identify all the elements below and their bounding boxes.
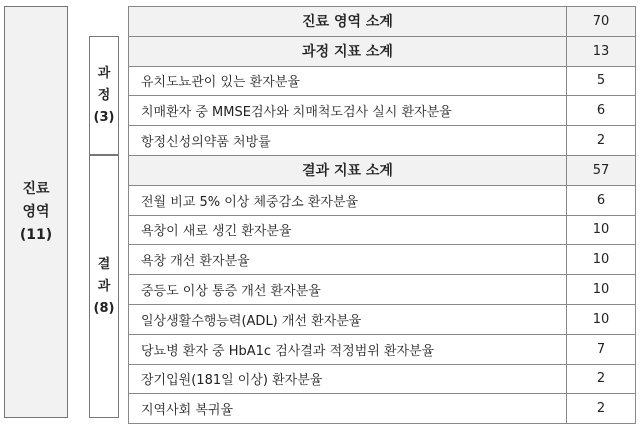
row-label: 중등도 이상 통증 개선 환자분율 <box>129 275 567 305</box>
table-row <box>129 364 636 394</box>
table-row <box>129 215 636 245</box>
table-row <box>129 304 636 334</box>
row-label: 치매환자 중 MMSE검사와 치매척도검사 실시 환자분율 <box>129 96 567 126</box>
table-row <box>129 66 636 96</box>
table-row <box>129 126 636 156</box>
row-value: 7 <box>567 334 636 364</box>
table-row-domain-subtotal <box>129 7 636 37</box>
row-label: 당뇨병 환자 중 HbA1c 검사결과 적정범위 환자분율 <box>129 334 567 364</box>
row-label: 결과 지표 소계 <box>129 155 567 185</box>
row-label: 유치도뇨관이 있는 환자분율 <box>129 66 567 96</box>
row-value: 2 <box>567 126 636 156</box>
row-label: 진료 영역 소계 <box>129 7 567 37</box>
row-value: 10 <box>567 304 636 334</box>
table-row-outcome-subtotal <box>129 155 636 185</box>
process-group-line1: 과 <box>97 65 111 81</box>
table-row-process-subtotal <box>129 36 636 66</box>
row-label: 지역사회 복귀율 <box>129 394 567 424</box>
table-row <box>129 334 636 364</box>
process-group-cell <box>89 36 119 155</box>
table-row <box>129 275 636 305</box>
row-label: 과정 지표 소계 <box>129 36 567 66</box>
domain-label-line1: 진료 <box>22 180 50 197</box>
row-label: 욕창이 새로 생긴 환자분율 <box>129 215 567 245</box>
row-label: 욕창 개선 환자분율 <box>129 245 567 275</box>
outcome-group-line2: 과 <box>97 278 111 294</box>
row-label: 항정신성의약품 처방률 <box>129 126 567 156</box>
table-row <box>129 394 636 424</box>
row-value: 10 <box>567 215 636 245</box>
row-value: 6 <box>567 185 636 215</box>
domain-label-cell <box>4 6 68 418</box>
row-value: 6 <box>567 96 636 126</box>
domain-label-line2: 영역 <box>22 203 50 220</box>
domain-label-line3: (11) <box>19 226 53 243</box>
table-row <box>129 245 636 275</box>
outcome-group-line1: 결 <box>97 256 111 272</box>
row-label: 일상생활수행능력(ADL) 개선 환자분율 <box>129 304 567 334</box>
process-group-line2: 정 <box>97 87 111 103</box>
table-row <box>129 185 636 215</box>
row-value: 2 <box>567 364 636 394</box>
row-value: 2 <box>567 394 636 424</box>
table-row <box>129 96 636 126</box>
outcome-group-line3: (8) <box>93 300 115 316</box>
process-group-line3: (3) <box>93 109 115 125</box>
row-value: 13 <box>567 36 636 66</box>
row-value: 57 <box>567 155 636 185</box>
row-value: 10 <box>567 275 636 305</box>
outcome-group-cell <box>89 155 119 418</box>
row-value: 10 <box>567 245 636 275</box>
row-value: 70 <box>567 7 636 37</box>
row-value: 5 <box>567 66 636 96</box>
indicator-table <box>128 6 636 424</box>
row-label: 전월 비교 5% 이상 체중감소 환자분율 <box>129 185 567 215</box>
row-label: 장기입원(181일 이상) 환자분율 <box>129 364 567 394</box>
